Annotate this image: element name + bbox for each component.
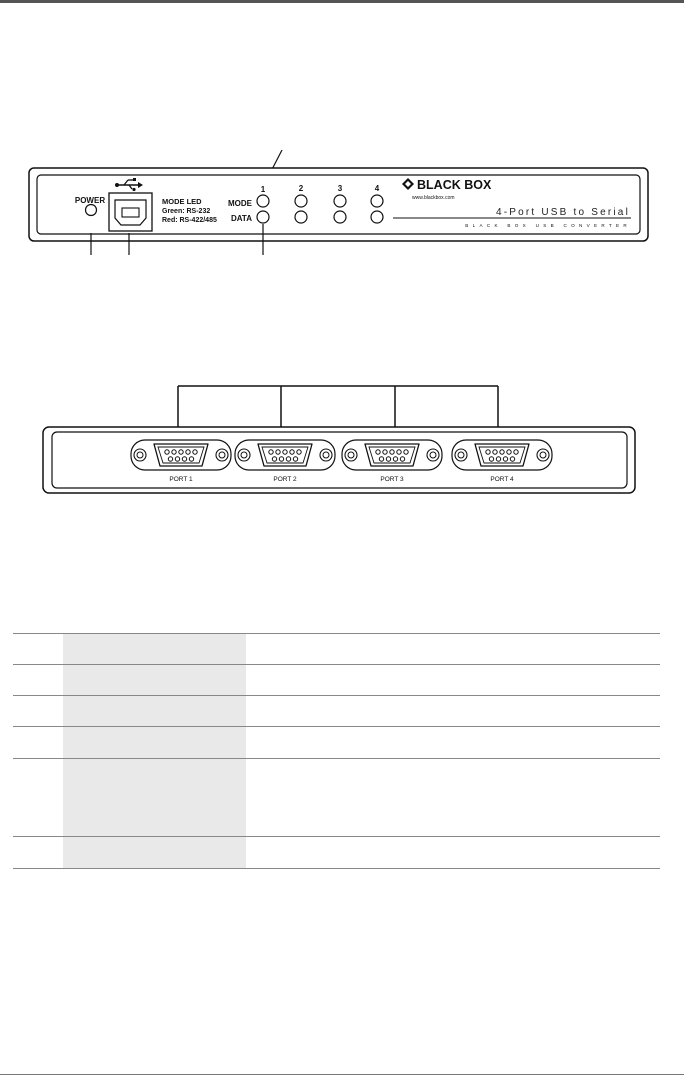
mode-led-green: Green: RS-232: [162, 208, 211, 215]
mode-led-1: [257, 195, 269, 207]
front-panel-diagram: [0, 140, 684, 260]
port-number-4: 4: [374, 184, 380, 193]
power-label: POWER: [74, 196, 106, 205]
table-cell: [13, 696, 63, 727]
table-row: [13, 634, 660, 665]
table-row: [13, 759, 660, 837]
table-cell: [63, 634, 246, 665]
mode-led-4: [371, 195, 383, 207]
port-label-1: PORT 1: [169, 476, 193, 483]
usb-port: [109, 193, 152, 231]
port-number-1: 1: [260, 185, 266, 194]
brand-url: www.blackbox.com: [412, 195, 455, 201]
table-cell: [63, 837, 246, 869]
data-led-4: [371, 211, 383, 223]
top-rule: [0, 0, 684, 3]
table-cell: [13, 837, 63, 869]
power-led: [86, 205, 97, 216]
table-row: [13, 696, 660, 727]
table-row: [13, 665, 660, 696]
table-row: [13, 837, 660, 869]
port-number-2: 2: [298, 184, 304, 193]
data-label: DATA: [230, 214, 252, 223]
table-cell: [63, 665, 246, 696]
mode-led-title: MODE LED: [162, 197, 202, 206]
port-number-3: 3: [337, 184, 343, 193]
table-row: [13, 727, 660, 759]
mode-led-red: Red: RS-422/485: [162, 217, 217, 224]
rear-panel-diagram: [0, 380, 684, 500]
table-cell: [63, 696, 246, 727]
table-cell: [246, 759, 660, 837]
bottom-rule: [0, 1074, 684, 1075]
table-cell: [246, 665, 660, 696]
brand-name: BLACK BOX: [417, 178, 492, 192]
table-cell: [63, 759, 246, 837]
table-cell: [13, 634, 63, 665]
port-label-2: PORT 2: [273, 476, 297, 483]
table-cell: [246, 727, 660, 759]
table-cell: [63, 727, 246, 759]
table-cell: [246, 634, 660, 665]
table-cell: [246, 837, 660, 869]
mode-label: MODE: [228, 199, 252, 208]
table-cell: [13, 727, 63, 759]
data-led-2: [295, 211, 307, 223]
table-cell: [13, 665, 63, 696]
mode-led-2: [295, 195, 307, 207]
callout-bracket: [178, 386, 498, 428]
data-led-3: [334, 211, 346, 223]
product-subtitle: BLACK BOX USB CONVERTER: [465, 223, 631, 228]
mode-led-3: [334, 195, 346, 207]
spec-table: [13, 633, 660, 869]
product-name: 4-Port USB to Serial: [495, 207, 630, 218]
port-label-3: PORT 3: [380, 476, 404, 483]
table-cell: [13, 759, 63, 837]
data-led-1: [257, 211, 269, 223]
table-cell: [246, 696, 660, 727]
port-label-4: PORT 4: [490, 476, 514, 483]
